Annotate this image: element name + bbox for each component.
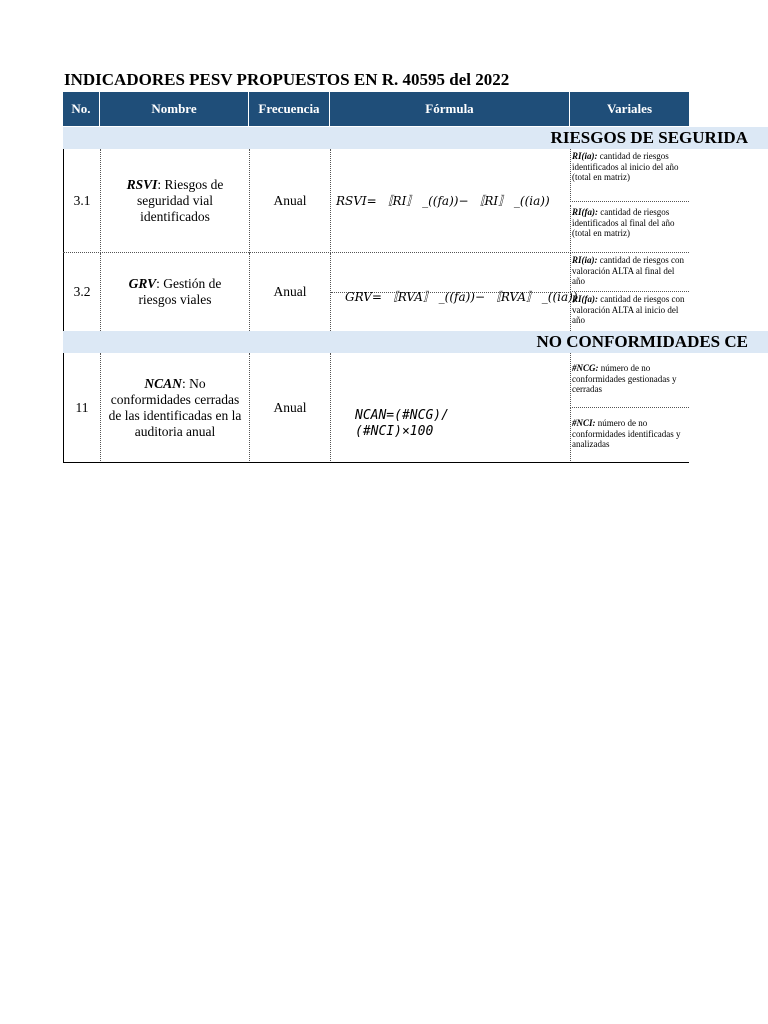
indicator-code: RSVI [126, 177, 158, 192]
variable-code: RI(fa): [572, 207, 598, 217]
header-no: No. [63, 92, 100, 126]
variable-code: RI(fa): [572, 294, 598, 304]
row-formula [330, 149, 570, 253]
variable-desc: cantidad de riesgos con valoración ALTA al inicio del año [572, 294, 685, 325]
variable-code: #NCI: [572, 418, 596, 428]
table-bottom-border [63, 462, 689, 463]
row-name [100, 149, 249, 253]
row-name [100, 253, 249, 331]
row-formula [330, 253, 578, 331]
header-formula: Fórmula [330, 92, 570, 126]
formula-line-1: NCAN=(#NCG)/ [355, 408, 449, 423]
variable-desc: número de no conformidades gestionadas y cerradas [572, 363, 677, 394]
row-number: 3.2 [63, 253, 100, 331]
formula-text: RSVI= 〚RI〛 _((fa))− 〚RI〛 _((ia)) [336, 194, 550, 208]
indicator-name: : Gestión de riesgos viales [138, 276, 222, 307]
formula-line-2: (#NCI)×100 [355, 424, 434, 439]
variable-code: RI(ia): [572, 151, 598, 161]
variable-code: #NCG: [572, 363, 599, 373]
header-frecuencia: Frecuencia [249, 92, 330, 126]
variable-cell [570, 353, 689, 408]
row-frequency: Anual [249, 149, 330, 253]
row-number: 11 [63, 353, 100, 463]
row-frequency: Anual [249, 253, 330, 331]
variable-cell [570, 292, 689, 331]
row-number: 3.1 [63, 149, 100, 253]
variable-desc: cantidad de riesgos identificados al final del año (total en matriz) [572, 207, 675, 238]
header-nombre: Nombre [100, 92, 249, 126]
variable-code: RI(ia): [572, 255, 598, 265]
row-frequency: Anual [249, 353, 330, 463]
variable-cell [570, 253, 689, 292]
variable-cell [570, 149, 689, 202]
formula-text: GRV= 〚RVA〛 _((fa))− 〚RVA〛 _((ia)) [345, 290, 578, 304]
variable-cell [570, 205, 689, 253]
section-band: NO CONFORMIDADES CE [63, 331, 768, 353]
indicator-code: NCAN [144, 376, 182, 391]
indicator-name: : No conformidades cerradas de las identificadas en la auditoria anual [108, 376, 242, 439]
variable-cell [570, 408, 689, 463]
section-band: RIESGOS DE SEGURIDA [63, 127, 768, 149]
indicator-code: GRV [128, 276, 157, 291]
row-name [100, 353, 249, 463]
row-formula [330, 353, 570, 463]
indicator-name: : Riesgos de seguridad vial identificados [136, 177, 224, 224]
variable-desc: número de no conformidades identificadas y analizadas [572, 418, 681, 449]
header-variales: Variales [570, 92, 689, 126]
document-title: INDICADORES PESV PROPUESTOS EN R. 40595 del 2022 [64, 70, 510, 89]
variable-desc: cantidad de riesgos con valoración ALTA al final del año [572, 255, 684, 286]
variable-desc: cantidad de riesgos identificados al inicio del año (total en matriz) [572, 151, 679, 182]
